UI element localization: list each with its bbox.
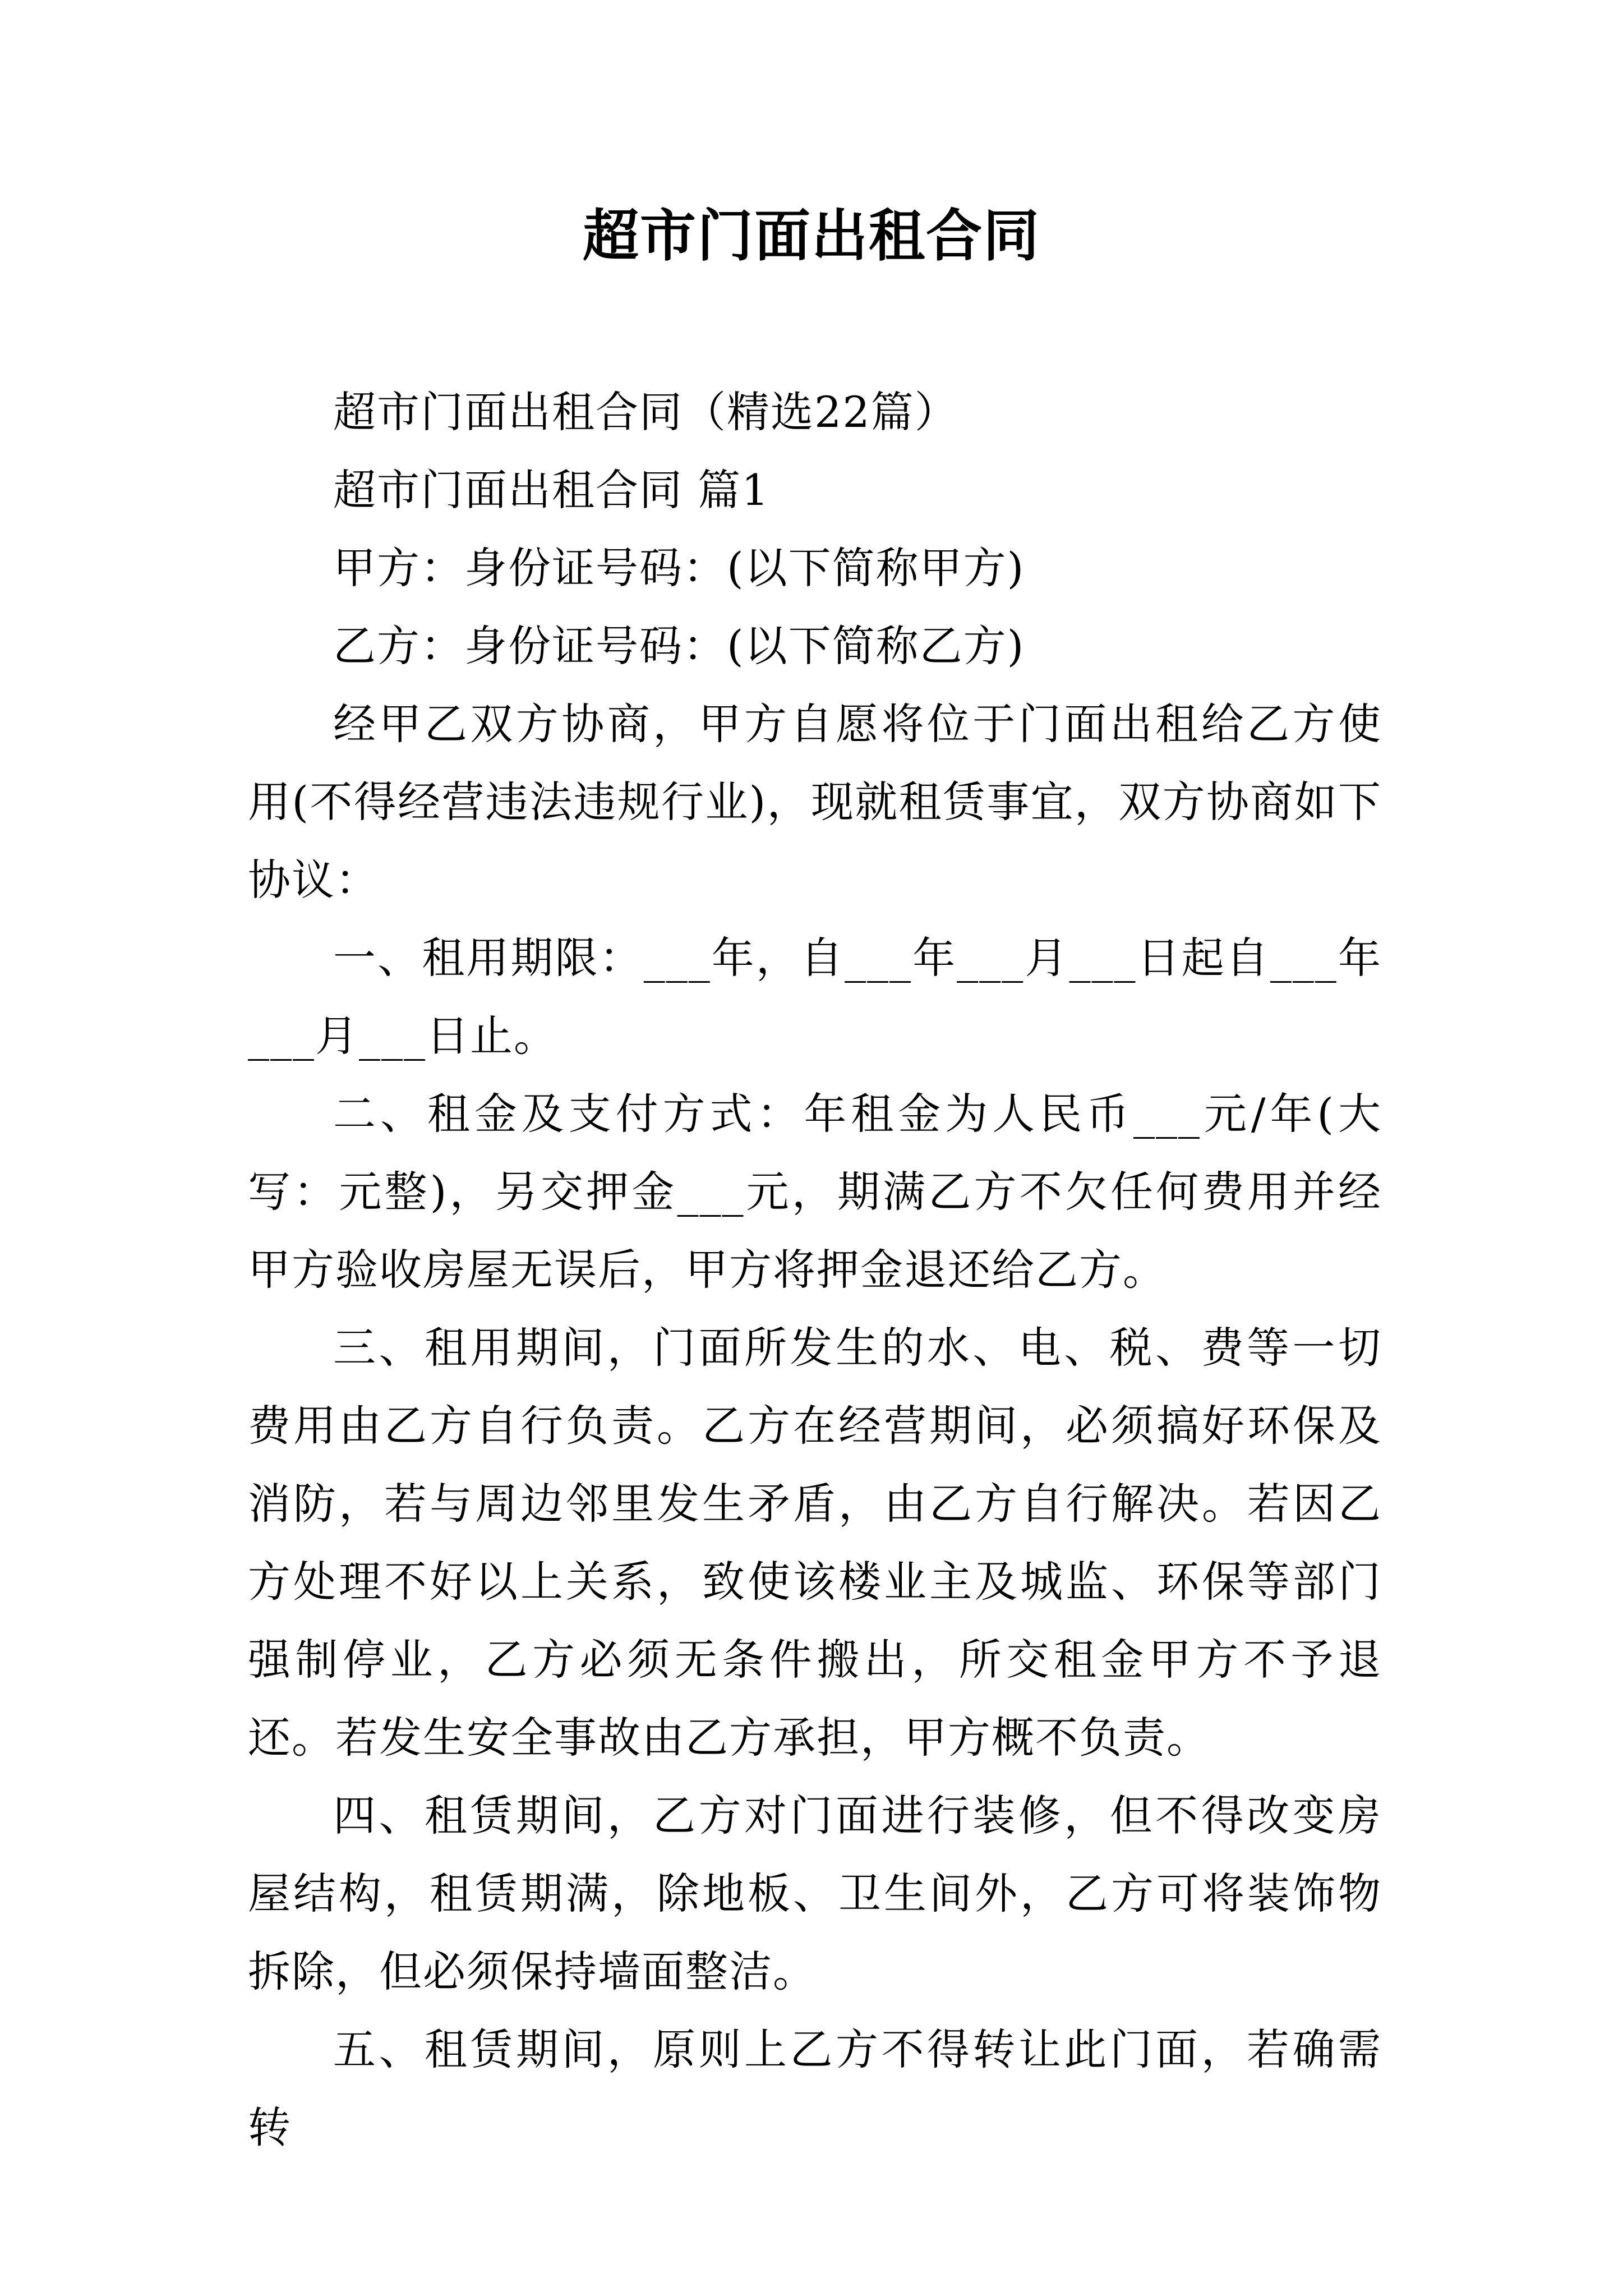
document-body xyxy=(248,373,1382,2166)
clause-3-expenses: 三、租用期间，门面所发生的水、电、税、费等一切费用由乙方自行负责。乙方在经营期间，必须搞好环保及消防，若与周边邻里发生矛盾，由乙方自行解决。若因乙方处理不好以上关系，致使该楼业主及城监、环保等部门强制停业，乙方必须无条件搬出，所交租金甲方不予退还。若发生安全事故由乙方承担，甲方概不负责。 xyxy=(248,1323,1382,1763)
party-b-line: 乙方：身份证号码：(以下简称乙方) xyxy=(333,621,1025,671)
subtitle-paragraph: 超市门面出租合同（精选22篇） xyxy=(333,387,958,437)
clause-2-rent: 二、租金及支付方式：年租金为人民币___元/年(大写：元整)，另交押金___元，期满乙方不欠任何费用并经甲方验收房屋无误后，甲方将押金退还给乙方。 xyxy=(248,1089,1382,1295)
party-a-line: 甲方：身份证号码：(以下简称甲方) xyxy=(333,543,1025,593)
intro-paragraph: 经甲乙双方协商，甲方自愿将位于门面出租给乙方使用(不得经营违法违规行业)，现就租赁事宜，双方协商如下协议： xyxy=(248,699,1382,905)
section-heading: 超市门面出租合同 篇1 xyxy=(333,465,770,515)
clause-5-transfer: 五、租赁期间，原则上乙方不得转让此门面，若确需转 xyxy=(248,2024,1382,2152)
document-title: 超市门面出租合同 xyxy=(583,203,1040,269)
clause-4-decoration: 四、租赁期间，乙方对门面进行装修，但不得改变房屋结构，租赁期满，除地板、卫生间外，乙方可将装饰物拆除，但必须保持墙面整洁。 xyxy=(248,1791,1382,1996)
clause-1-term: 一、租用期限：___年，自___年___月___日起自___年___月___日止。 xyxy=(248,933,1382,1061)
